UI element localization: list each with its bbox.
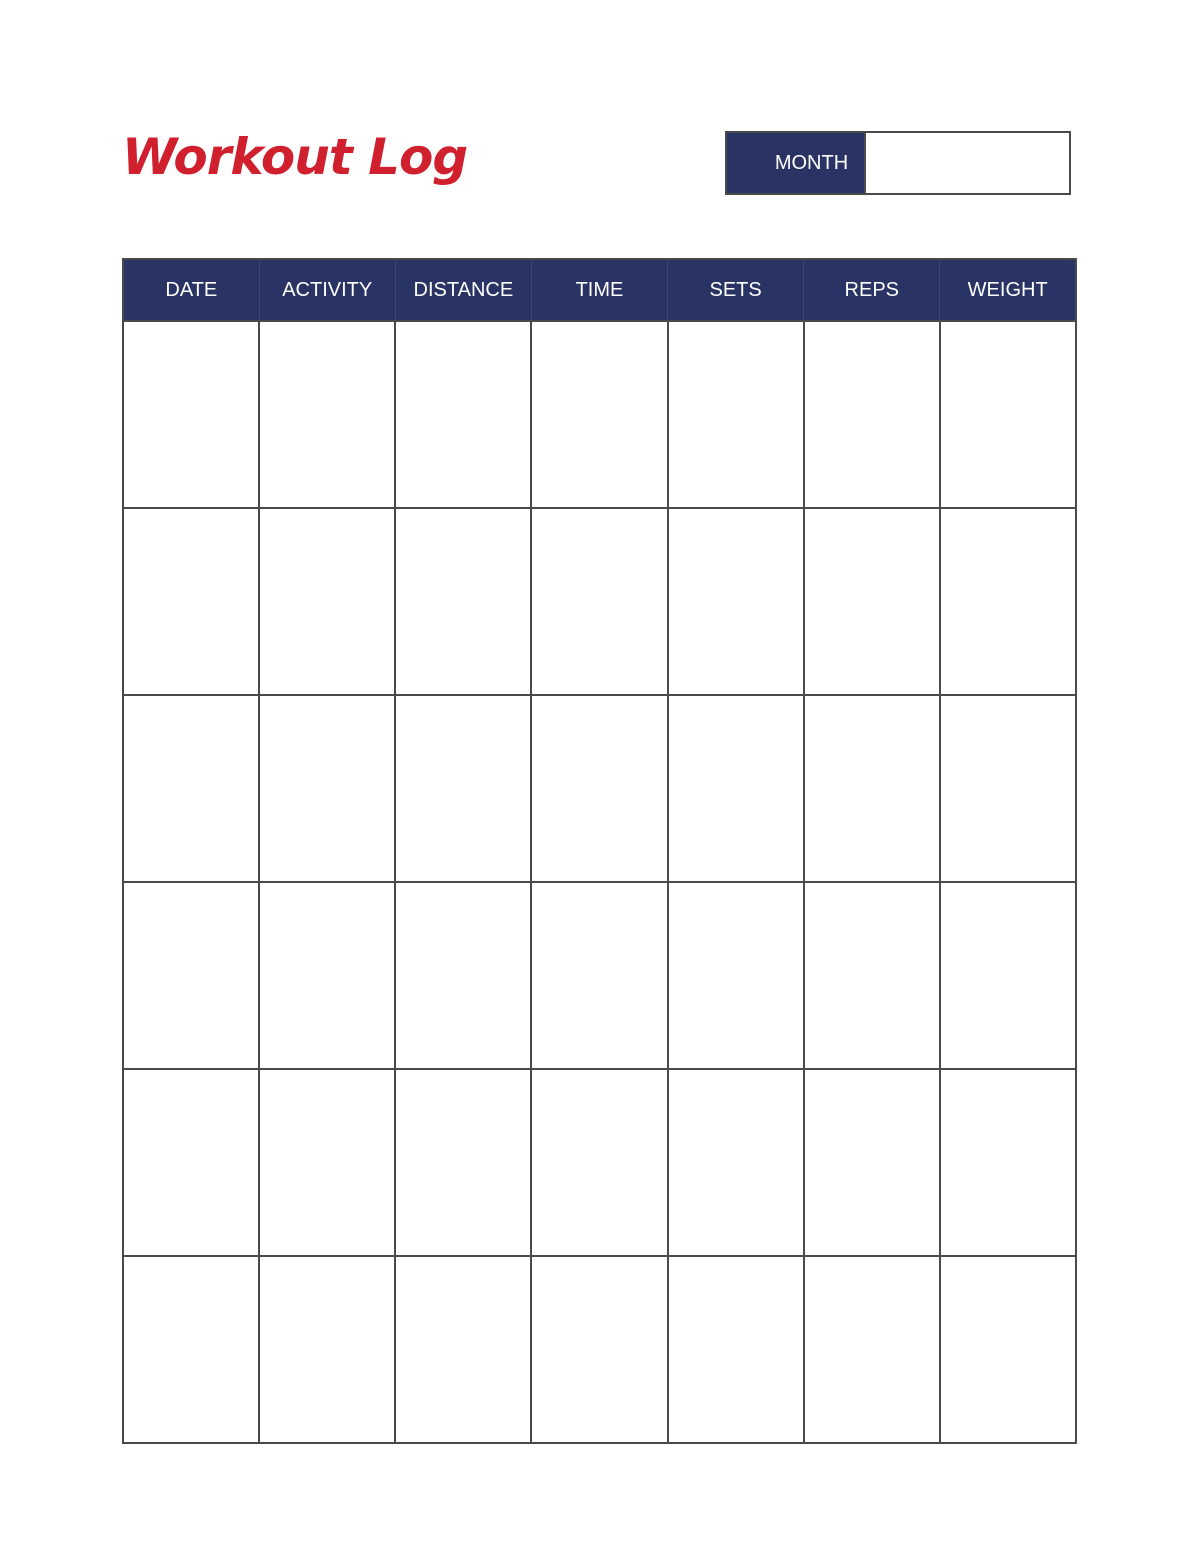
column-header-activity: ACTIVITY [259, 259, 395, 321]
table-cell[interactable] [123, 1069, 259, 1256]
table-cell[interactable] [123, 695, 259, 882]
workout-log-table [122, 258, 1077, 1444]
table-cell[interactable] [395, 321, 531, 508]
table-cell[interactable] [940, 1069, 1076, 1256]
table-cell[interactable] [259, 695, 395, 882]
table-cell[interactable] [940, 321, 1076, 508]
table-row [123, 1069, 1076, 1256]
column-header-reps: REPS [804, 259, 940, 321]
month-field[interactable] [866, 133, 1069, 193]
table-cell[interactable] [940, 882, 1076, 1069]
table-cell[interactable] [123, 321, 259, 508]
table-cell[interactable] [531, 321, 667, 508]
table-cell[interactable] [668, 321, 804, 508]
table-cell[interactable] [804, 1069, 940, 1256]
table-cell[interactable] [395, 1256, 531, 1443]
table-cell[interactable] [259, 1069, 395, 1256]
table-row [123, 882, 1076, 1069]
column-header-sets: SETS [668, 259, 804, 321]
table-cell[interactable] [804, 1256, 940, 1443]
table-cell[interactable] [804, 695, 940, 882]
table-cell[interactable] [395, 508, 531, 695]
month-label: MONTH [727, 133, 866, 193]
table-cell[interactable] [259, 321, 395, 508]
table-cell[interactable] [531, 1069, 667, 1256]
table-cell[interactable] [123, 508, 259, 695]
table-cell[interactable] [940, 1256, 1076, 1443]
table-cell[interactable] [804, 321, 940, 508]
table-cell[interactable] [940, 695, 1076, 882]
table-header-row [123, 259, 1076, 321]
table-cell[interactable] [531, 508, 667, 695]
column-header-time: TIME [531, 259, 667, 321]
column-header-distance: DISTANCE [395, 259, 531, 321]
table-cell[interactable] [668, 1069, 804, 1256]
table-cell[interactable] [259, 882, 395, 1069]
table-cell[interactable] [395, 695, 531, 882]
table-cell[interactable] [531, 695, 667, 882]
table-row [123, 1256, 1076, 1443]
column-header-weight: WEIGHT [940, 259, 1076, 321]
table-cell[interactable] [531, 882, 667, 1069]
page-title: Workout Log [122, 128, 468, 186]
table-cell[interactable] [531, 1256, 667, 1443]
table-row [123, 508, 1076, 695]
table-cell[interactable] [259, 1256, 395, 1443]
table-cell[interactable] [668, 695, 804, 882]
table-cell[interactable] [259, 508, 395, 695]
month-box [725, 131, 1071, 195]
table-cell[interactable] [395, 1069, 531, 1256]
table-cell[interactable] [123, 882, 259, 1069]
table-cell[interactable] [804, 508, 940, 695]
table-row [123, 695, 1076, 882]
table-cell[interactable] [940, 508, 1076, 695]
table-cell[interactable] [395, 882, 531, 1069]
table-cell[interactable] [804, 882, 940, 1069]
table-cell[interactable] [668, 508, 804, 695]
table-row [123, 321, 1076, 508]
table-cell[interactable] [668, 1256, 804, 1443]
table-cell[interactable] [123, 1256, 259, 1443]
table-cell[interactable] [668, 882, 804, 1069]
column-header-date: DATE [123, 259, 259, 321]
